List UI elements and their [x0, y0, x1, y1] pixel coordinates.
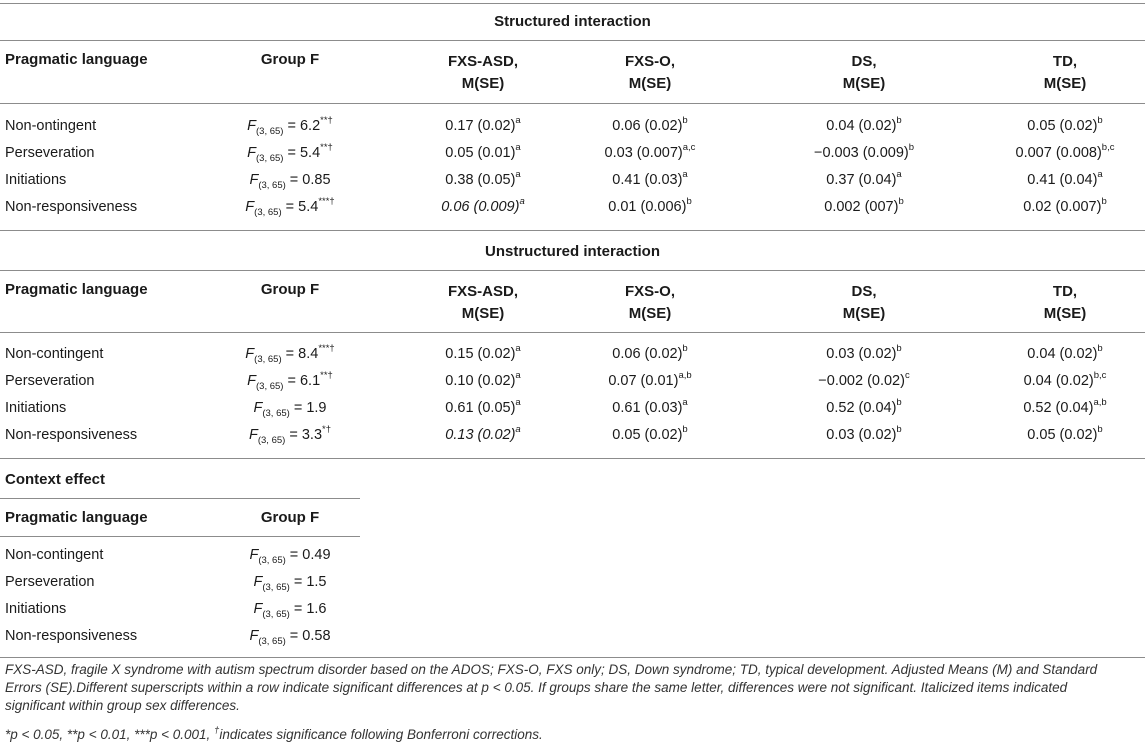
f-value: = 6.1 — [283, 373, 321, 389]
rule-context-title — [0, 498, 360, 499]
footnote-pvalues: *p < 0.05, **p < 0.01, ***p < 0.001, — [5, 727, 215, 742]
header-fxs-o — [570, 51, 730, 95]
f-letter: F — [249, 427, 258, 443]
f-value: = 3.3 — [285, 427, 323, 443]
group-superscript: a — [519, 196, 525, 208]
header-ds — [784, 51, 944, 95]
row-label: Initiations — [5, 601, 67, 617]
mean-se-cell — [560, 115, 740, 134]
mean-se-value: 0.03 (0.02) — [826, 427, 897, 443]
f-value: = 5.4 — [281, 199, 319, 215]
f-letter: F — [249, 172, 259, 188]
mean-se-cell — [560, 343, 740, 362]
group-superscript: a — [515, 115, 521, 127]
f-value: = 0.49 — [285, 547, 331, 563]
mean-se-cell — [393, 115, 573, 134]
mean-se-value: 0.41 (0.04) — [1027, 172, 1098, 188]
header-l1: DS, — [851, 283, 877, 300]
group-f-cell — [220, 115, 360, 137]
mean-se-value: 0.02 (0.007) — [1023, 199, 1102, 215]
f-value: = 1.5 — [289, 574, 327, 590]
group-f-cell — [220, 172, 360, 191]
mean-se-value: 0.10 (0.02) — [445, 373, 516, 389]
group-superscript: a,b — [1093, 397, 1107, 409]
f-significance: ***† — [318, 196, 335, 208]
group-f-cell — [220, 424, 360, 446]
mean-se-value: 0.38 (0.05) — [445, 172, 516, 188]
mean-se-value: 0.61 (0.05) — [445, 400, 516, 416]
mean-se-value: 0.13 (0.02) — [445, 427, 516, 443]
mean-se-value: 0.06 (0.009) — [441, 199, 520, 215]
group-f-cell — [220, 343, 360, 365]
mean-se-value: −0.003 (0.009) — [813, 145, 909, 161]
f-letter: F — [253, 574, 263, 590]
f-letter: F — [245, 346, 255, 362]
mean-se-cell — [774, 370, 954, 389]
mean-se-cell — [560, 196, 740, 215]
f-significance: **† — [320, 370, 333, 382]
header-group-f: Group F — [260, 281, 320, 298]
row-label: Non-contingent — [5, 547, 104, 563]
mean-se-cell — [975, 370, 1145, 389]
header-l1: FXS-ASD, — [447, 53, 518, 70]
mean-se-value: 0.007 (0.008) — [1015, 145, 1102, 161]
f-significance: *† — [322, 424, 331, 436]
group-superscript: b — [682, 115, 688, 127]
header-ds — [784, 281, 944, 325]
f-letter: F — [245, 199, 255, 215]
mean-se-value: 0.61 (0.03) — [612, 400, 683, 416]
mean-se-cell — [774, 115, 954, 134]
footnote-significance — [5, 726, 543, 744]
mean-se-cell — [975, 142, 1145, 161]
f-letter: F — [247, 373, 256, 389]
group-superscript: a — [515, 397, 521, 409]
header-l2: M(SE) — [1043, 305, 1087, 322]
group-superscript: c — [904, 370, 910, 382]
f-letter: F — [253, 601, 263, 617]
row-label: Initiations — [5, 172, 67, 188]
group-superscript: b — [1097, 424, 1103, 436]
footnote-bonferroni: indicates significance following Bonferroni corrections. — [219, 727, 543, 742]
mean-se-value: 0.04 (0.02) — [826, 118, 897, 134]
f-value: = 5.4 — [283, 145, 321, 161]
group-superscript: b — [682, 343, 688, 355]
f-significance: **† — [320, 142, 333, 154]
group-superscript: b — [896, 343, 902, 355]
header-l2: M(SE) — [461, 305, 505, 322]
mean-se-value: 0.04 (0.02) — [1023, 373, 1094, 389]
group-f-cell — [220, 370, 360, 392]
f-value: = 1.9 — [289, 400, 327, 416]
section-title-structured: Structured interaction — [494, 13, 651, 30]
mean-se-value: 0.05 (0.02) — [1027, 427, 1098, 443]
mean-se-value: 0.07 (0.01) — [608, 373, 679, 389]
mean-se-cell — [560, 397, 740, 416]
row-label: Non-responsiveness — [5, 628, 138, 644]
mean-se-cell — [393, 142, 573, 161]
footnote-line: Errors (SE).Different superscripts within a row indicate significant differences at p < 0.05. If groups share the same letter, differences were not significant. Italicized items indicated — [5, 680, 1068, 695]
header-l2: M(SE) — [628, 75, 672, 92]
mean-se-cell — [774, 343, 954, 362]
group-superscript: b — [896, 397, 902, 409]
f-significance: **† — [320, 115, 333, 127]
group-superscript: a — [896, 169, 902, 181]
row-label: Perseveration — [5, 373, 95, 389]
mean-se-cell — [393, 169, 573, 188]
row-label: Perseveration — [5, 574, 95, 590]
group-superscript: b,c — [1093, 370, 1107, 382]
mean-se-value: 0.04 (0.02) — [1027, 346, 1098, 362]
mean-se-value: 0.05 (0.02) — [1027, 118, 1098, 134]
header-l1: TD, — [1052, 53, 1078, 70]
group-superscript: a — [515, 142, 521, 154]
mean-se-cell — [393, 370, 573, 389]
group-superscript: a — [515, 424, 521, 436]
group-superscript: b — [1097, 343, 1103, 355]
row-label: Initiations — [5, 400, 67, 416]
group-f-cell — [220, 574, 360, 593]
header-fxs-o — [570, 281, 730, 325]
group-superscript: b — [896, 115, 902, 127]
rule-unstructured-header — [0, 332, 1145, 333]
header-fxs-asd — [403, 281, 563, 325]
group-superscript: a,c — [682, 142, 696, 154]
mean-se-value: 0.01 (0.006) — [608, 199, 687, 215]
header-group-f: Group F — [260, 51, 320, 68]
mean-se-value: 0.03 (0.007) — [604, 145, 683, 161]
mean-se-cell — [975, 115, 1145, 134]
f-significance: ***† — [318, 343, 335, 355]
group-superscript: b — [682, 424, 688, 436]
header-l1: FXS-O, — [624, 283, 675, 300]
rule-unstructured-end — [0, 458, 1145, 459]
f-value: = 8.4 — [281, 346, 319, 362]
rule-structured-title — [0, 40, 1145, 41]
mean-se-cell — [975, 397, 1145, 416]
row-label: Non-contingent — [5, 346, 104, 362]
rule-unstructured-title — [0, 270, 1145, 271]
mean-se-cell — [774, 196, 954, 215]
section-title-context: Context effect — [5, 471, 106, 488]
group-f-cell — [220, 142, 360, 164]
f-letter: F — [249, 547, 259, 563]
f-df: (3, 65) — [258, 554, 286, 566]
group-superscript: a,b — [678, 370, 692, 382]
f-value: = 1.6 — [289, 601, 327, 617]
f-df: (3, 65) — [256, 125, 284, 137]
group-superscript: a — [515, 343, 521, 355]
dagger-mark: † — [214, 724, 220, 736]
row-label: Non-responsiveness — [5, 427, 138, 443]
group-superscript: b — [898, 196, 904, 208]
f-value: = 6.2 — [283, 118, 321, 134]
header-l1: FXS-ASD, — [447, 283, 518, 300]
group-superscript: a — [682, 169, 688, 181]
rule-structured-end — [0, 230, 1145, 231]
f-df: (3, 65) — [262, 608, 290, 620]
group-f-cell — [220, 547, 360, 566]
mean-se-value: −0.002 (0.02) — [818, 373, 905, 389]
rule-table-bottom — [0, 657, 1145, 658]
f-df: (3, 65) — [256, 380, 284, 392]
mean-se-value: 0.17 (0.02) — [445, 118, 516, 134]
mean-se-value: 0.52 (0.04) — [1023, 400, 1094, 416]
section-title-unstructured: Unstructured interaction — [484, 243, 661, 260]
f-letter: F — [247, 145, 256, 161]
mean-se-cell — [774, 424, 954, 443]
group-f-cell — [220, 628, 360, 647]
mean-se-cell — [393, 397, 573, 416]
f-letter: F — [247, 118, 256, 134]
rule-structured-header — [0, 103, 1145, 104]
row-label: Perseveration — [5, 145, 95, 161]
header-l2: M(SE) — [842, 75, 886, 92]
mean-se-cell — [774, 169, 954, 188]
footnote-line: FXS-ASD, fragile X syndrome with autism spectrum disorder based on the ADOS; FXS-O, FXS only; DS, Down syndrome; TD, typical development. Adjusted Means (M) and Standard — [5, 662, 1098, 677]
f-df: (3, 65) — [258, 179, 286, 191]
header-group-f: Group F — [260, 509, 320, 526]
mean-se-cell — [975, 169, 1145, 188]
group-superscript: b — [686, 196, 692, 208]
group-superscript: a — [1097, 169, 1103, 181]
mean-se-value: 0.002 (007) — [824, 199, 899, 215]
mean-se-value: 0.37 (0.04) — [826, 172, 897, 188]
mean-se-cell — [975, 196, 1145, 215]
mean-se-cell — [774, 142, 954, 161]
mean-se-value: 0.05 (0.01) — [445, 145, 516, 161]
header-fxs-asd — [403, 51, 563, 95]
group-superscript: b — [896, 424, 902, 436]
group-superscript: a — [515, 169, 521, 181]
mean-se-cell — [774, 397, 954, 416]
group-superscript: b — [908, 142, 915, 154]
f-df: (3, 65) — [257, 434, 286, 446]
f-letter: F — [249, 628, 259, 644]
f-df: (3, 65) — [254, 206, 282, 218]
mean-se-value: 0.03 (0.02) — [826, 346, 897, 362]
f-df: (3, 65) — [258, 635, 286, 647]
mean-se-value: 0.05 (0.02) — [612, 427, 683, 443]
mean-se-cell — [393, 196, 573, 215]
footnote-line: significant within group sex differences. — [5, 698, 240, 713]
rule-context-header — [0, 536, 360, 537]
header-l2: M(SE) — [842, 305, 886, 322]
mean-se-value: 0.15 (0.02) — [445, 346, 516, 362]
header-l2: M(SE) — [1043, 75, 1087, 92]
header-l1: DS, — [851, 53, 877, 70]
row-label: Non-ontingent — [5, 118, 97, 134]
mean-se-cell — [560, 424, 740, 443]
group-superscript: b — [1097, 115, 1103, 127]
header-l2: M(SE) — [461, 75, 505, 92]
header-pragmatic-language: Pragmatic language — [5, 281, 148, 298]
header-l1: FXS-O, — [624, 53, 675, 70]
f-df: (3, 65) — [262, 581, 290, 593]
f-df: (3, 65) — [262, 407, 290, 419]
header-pragmatic-language: Pragmatic language — [5, 509, 148, 526]
header-td — [985, 281, 1145, 325]
mean-se-cell — [975, 424, 1145, 443]
mean-se-value: 0.41 (0.03) — [612, 172, 683, 188]
f-value: = 0.85 — [285, 172, 331, 188]
footnote-abbreviations — [5, 661, 1097, 715]
header-pragmatic-language: Pragmatic language — [5, 51, 148, 68]
mean-se-value: 0.52 (0.04) — [826, 400, 897, 416]
group-f-cell — [220, 196, 360, 218]
mean-se-cell — [975, 343, 1145, 362]
group-f-cell — [220, 601, 360, 620]
group-superscript: b,c — [1101, 142, 1115, 154]
mean-se-cell — [393, 424, 573, 443]
group-superscript: a — [515, 370, 521, 382]
group-superscript: a — [682, 397, 688, 409]
f-df: (3, 65) — [256, 152, 284, 164]
mean-se-cell — [560, 142, 740, 161]
header-l1: TD, — [1052, 283, 1078, 300]
mean-se-cell — [393, 343, 573, 362]
rule-top — [0, 3, 1145, 4]
group-superscript: b — [1101, 196, 1107, 208]
group-f-cell — [220, 400, 360, 419]
mean-se-value: 0.06 (0.02) — [612, 118, 683, 134]
mean-se-cell — [560, 169, 740, 188]
header-l2: M(SE) — [628, 305, 672, 322]
f-value: = 0.58 — [285, 628, 331, 644]
f-df: (3, 65) — [254, 353, 282, 365]
mean-se-cell — [560, 370, 740, 389]
row-label: Non-responsiveness — [5, 199, 138, 215]
header-td — [985, 51, 1145, 95]
mean-se-value: 0.06 (0.02) — [612, 346, 683, 362]
f-letter: F — [253, 400, 263, 416]
